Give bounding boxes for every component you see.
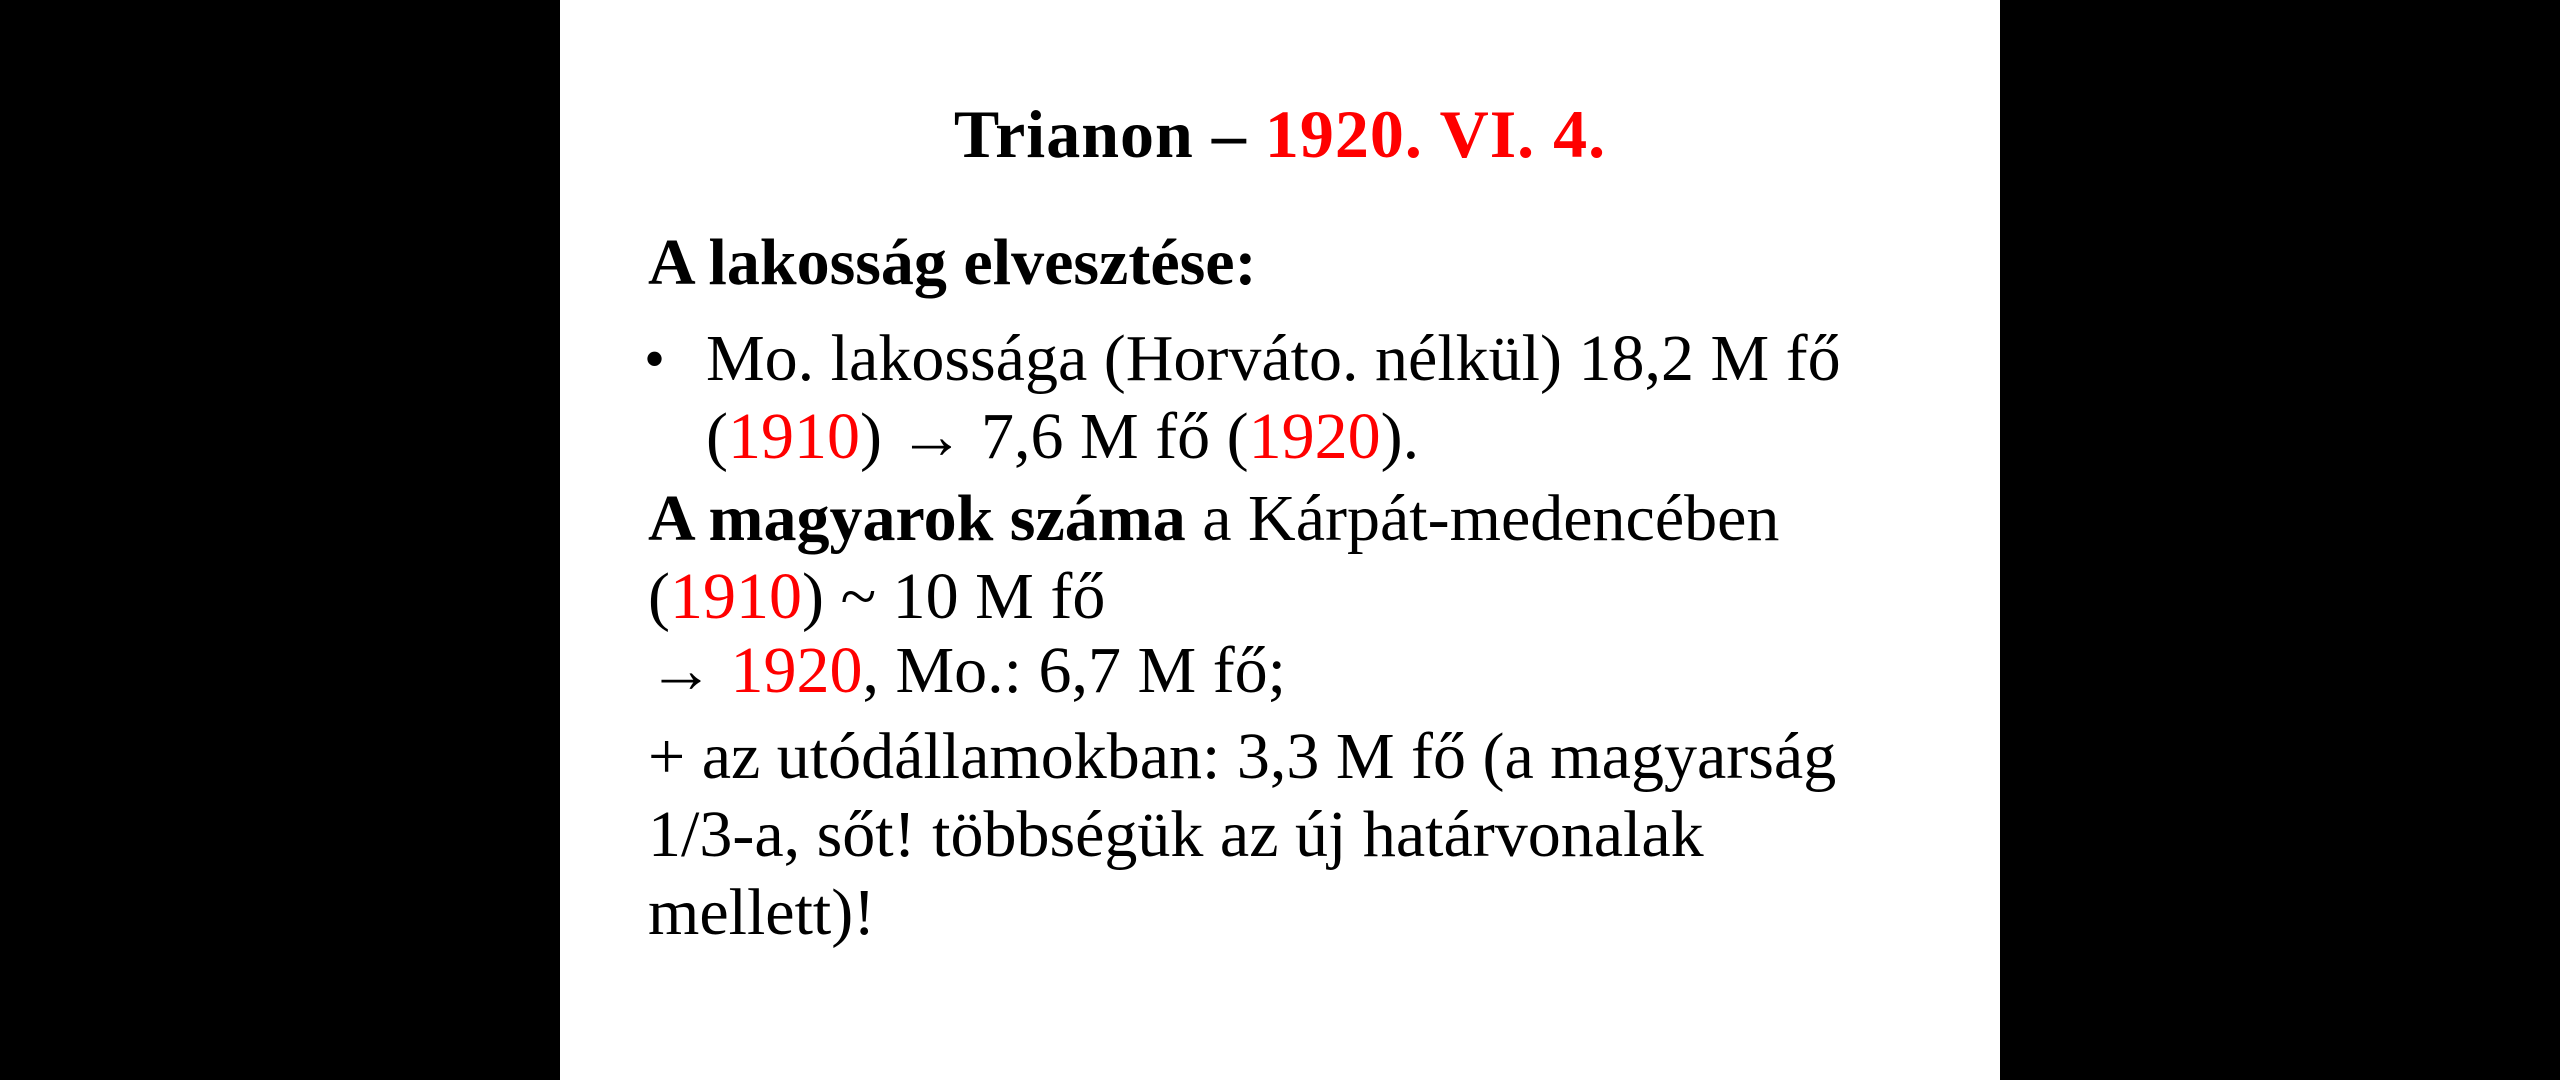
para4-line-1: + az utódállamokban: 3,3 M fő (a magyarság	[648, 720, 1837, 793]
para2-rest: a Kárpát-medencében	[1185, 482, 1780, 555]
para3-line	[648, 632, 1286, 710]
arrow-and-value: ) → 7,6 M fő (	[859, 400, 1249, 473]
paragraph-successor-states	[648, 718, 1836, 952]
year-1920: 1920	[1248, 400, 1381, 473]
para4-line-2: 1/3-a, sőt! többségük az új határvonalak	[648, 798, 1704, 871]
year-1910: 1910	[727, 400, 860, 473]
bullet-line-2	[706, 398, 1841, 476]
paragraph-1920-count	[648, 632, 1286, 710]
para2-line-2	[648, 558, 1779, 636]
para2-line-1	[648, 480, 1779, 558]
paren-close: ).	[1380, 400, 1420, 473]
paren-open: (	[706, 400, 728, 473]
para2-bold-lead: A magyarok száma	[648, 482, 1186, 555]
slide-title-text: Trianon –	[953, 96, 1265, 172]
bullet-line-1: Mo. lakossága (Horváto. nélkül) 18,2 M fő	[706, 322, 1841, 395]
heading-text: A lakosság elvesztése:	[648, 226, 1257, 299]
paragraph-hungarians-count	[648, 480, 1779, 636]
year-1920: 1920	[730, 634, 863, 707]
heading-population-loss	[648, 224, 1257, 302]
year-1910: 1910	[669, 560, 802, 633]
bullet-item-population	[644, 320, 1841, 476]
slide-title-date: 1920. VI. 4.	[1264, 96, 1607, 172]
para3-value: , Mo.: 6,7 M fő;	[862, 634, 1287, 707]
arrow-glyph: →	[648, 634, 731, 707]
para4-line-3: mellett)!	[648, 876, 876, 949]
para2-value: ) ~ 10 M fő	[801, 560, 1106, 633]
slide-title	[560, 94, 2000, 174]
presentation-slide[interactable]	[560, 0, 2000, 1080]
bullet-marker: •	[644, 326, 666, 392]
paren-open: (	[648, 560, 670, 633]
